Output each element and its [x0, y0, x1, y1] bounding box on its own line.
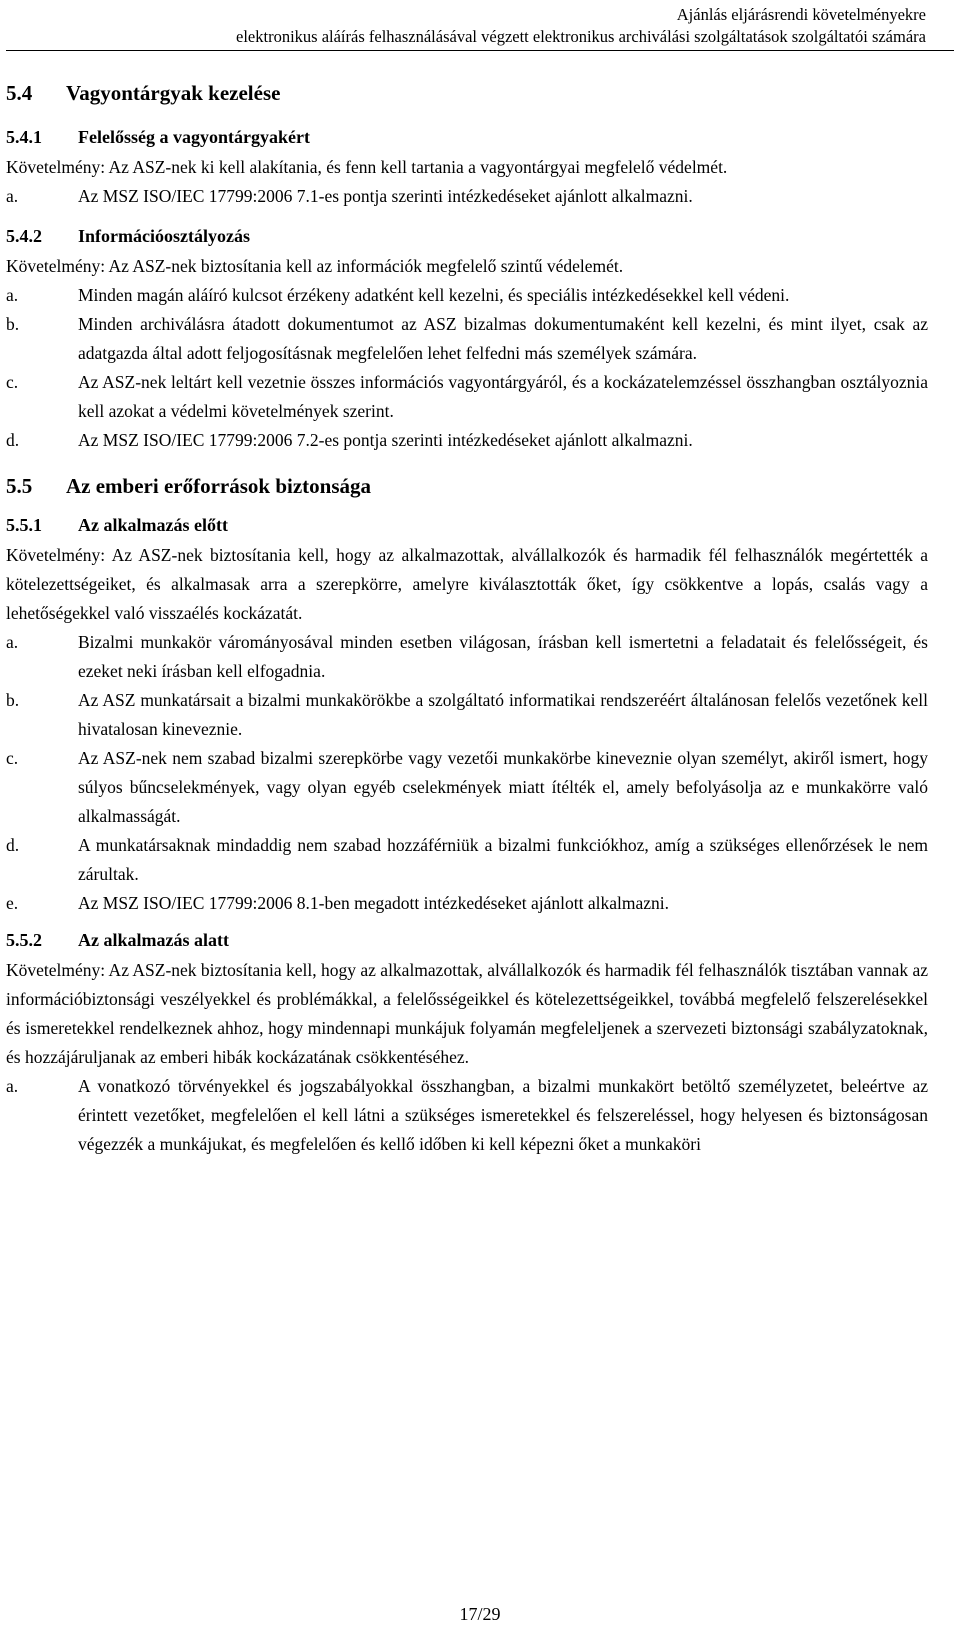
header-rule — [6, 50, 954, 51]
heading-text: Az alkalmazás előtt — [78, 515, 228, 535]
item-list-5-4-2 — [6, 281, 928, 455]
heading-number: 5.4 — [6, 81, 33, 105]
heading-5-5-1 — [6, 513, 928, 537]
list-item-text: Az ASZ munkatársait a bizalmi munkakörökbe a szolgáltató informatikai rendszeréért általánosan felelős vezetőnek kell hivatalosan kineveznie. — [78, 690, 928, 739]
heading-5-5 — [6, 473, 928, 499]
heading-5-4-2 — [6, 224, 928, 248]
list-item-text: Bizalmi munkakör várományosával minden esetben világosan, írásban kell ismertetni a feladatait és felelősségeit, és ezeket neki írásban kell elfogadnia. — [78, 632, 928, 681]
heading-5-5-2 — [6, 928, 928, 952]
heading-text: Felelősség a vagyontárgyakért — [78, 127, 310, 147]
document-body — [6, 76, 928, 1159]
list-item-text: Az ASZ-nek leltárt kell vezetnie összes információs vagyontárgyáról, és a kockázatelemzéssel összhangban osztályoznia kell azokat a védelmi követelmények szerint. — [78, 372, 928, 421]
header-line-2: elektronikus aláírás felhasználásával végzett elektronikus archiválási szolgáltatások szolgáltatói számára — [236, 27, 926, 46]
list-item — [6, 310, 928, 368]
list-item — [6, 831, 928, 889]
list-item-text: Az MSZ ISO/IEC 17799:2006 7.2-es pontja szerinti intézkedéseket ajánlott alkalmazni. — [78, 430, 693, 450]
heading-5-4-1 — [6, 125, 928, 149]
requirement-paragraph: Követelmény: Az ASZ-nek biztosítania kell, hogy az alkalmazottak, alvállalkozók és harmadik fél felhasználók megértették a kötelezettségeiket, és alkalmasak arra a szerepkörre, amelyre kiválasztották őket, így csökkentve a lopás, csalás vagy a lehetőségekkel való visszaélés kockázatát. — [6, 545, 928, 623]
list-item-text: A vonatkozó törvényekkel és jogszabályokkal összhangban, a bizalmi munkakört betöltő személyzetet, beleértve az érintett vezetőket, megfelelően el kell látni a szükséges ismeretekkel és felszereléssel, hogy helyesen és biztonságosan végezzék a munkájukat, és megfelelően és kellő időben ki kell képezni őket a munkaköri — [78, 1076, 928, 1154]
item-list-5-5-1 — [6, 628, 928, 918]
list-item-text: A munkatársaknak mindaddig nem szabad hozzáférniük a bizalmi funkciókhoz, amíg a szükséges ellenőrzések le nem zárultak. — [78, 835, 928, 884]
heading-number: 5.5 — [6, 474, 33, 498]
heading-number: 5.4.2 — [6, 226, 42, 246]
heading-number: 5.5.1 — [6, 515, 42, 535]
list-marker: c. — [6, 372, 19, 392]
header-line-1: Ajánlás eljárásrendi követelményekre — [676, 5, 926, 24]
list-marker: d. — [6, 430, 20, 450]
requirement-paragraph: Követelmény: Az ASZ-nek biztosítania kell az információk megfelelő szintű védelemét. — [6, 256, 624, 276]
item-list-5-4-1 — [6, 182, 928, 211]
list-item-text: Minden archiválásra átadott dokumentumot az ASZ bizalmas dokumentumaként kell kezelni, és mint ilyet, csak az adatgazda által adott feljogosításnak megfelelően lehet felfedni más személyek számára. — [78, 314, 928, 363]
heading-text: Az alkalmazás alatt — [78, 930, 229, 950]
list-item — [6, 686, 928, 744]
requirement-paragraph: Követelmény: Az ASZ-nek biztosítania kell, hogy az alkalmazottak, alvállalkozók és harmadik fél felhasználók tisztában vannak az információbiztonsági veszélyekkel és problémákkal, a felelősségeikkel és kötelezettségeikkel, továbbá megfelelő felszerelésekkel és ismeretekkel rendelkeznek ahhoz, hogy mindennapi munkájuk folyamán megfeleljenek a szervezeti biztonsági szabályzatoknak, és hozzájáruljanak az emberi hibák kockázatának csökkentéséhez. — [6, 960, 928, 1067]
heading-text: Az emberi erőforrások biztonsága — [66, 474, 372, 498]
list-item-text: Az MSZ ISO/IEC 17799:2006 7.1-es pontja szerinti intézkedéseket ajánlott alkalmazni. — [78, 186, 693, 206]
list-item — [6, 1072, 928, 1159]
list-item — [6, 889, 928, 918]
list-item — [6, 426, 928, 455]
list-item-text: Az ASZ-nek nem szabad bizalmi szerepkörbe vagy vezetői munkakörbe kineveznie olyan személyt, akiről ismert, hogy súlyos bűncselekmények, vagy olyan egyéb cselekmények miatt ítélték el, amely befolyásolja az e munkakörre való alkalmasságát. — [78, 748, 928, 826]
running-header — [236, 4, 926, 48]
list-marker: e. — [6, 893, 19, 913]
list-item — [6, 368, 928, 426]
heading-5-4 — [6, 80, 928, 106]
list-marker: a. — [6, 632, 19, 652]
list-marker: d. — [6, 835, 20, 855]
list-item — [6, 281, 928, 310]
heading-text: Vagyontárgyak kezelése — [66, 81, 281, 105]
item-list-5-5-2 — [6, 1072, 928, 1159]
list-item — [6, 744, 928, 831]
list-item-text: Az MSZ ISO/IEC 17799:2006 8.1-ben megadott intézkedéseket ajánlott alkalmazni. — [78, 893, 669, 913]
list-marker: c. — [6, 748, 19, 768]
list-item — [6, 182, 928, 211]
list-item-text: Minden magán aláíró kulcsot érzékeny adatként kell kezelni, és speciális intézkedésekkel kell védeni. — [78, 285, 790, 305]
list-marker: b. — [6, 314, 20, 334]
heading-number: 5.4.1 — [6, 127, 42, 147]
page-number: 17/29 — [459, 1604, 501, 1624]
heading-number: 5.5.2 — [6, 930, 42, 950]
list-item — [6, 628, 928, 686]
list-marker: a. — [6, 285, 19, 305]
list-marker: b. — [6, 690, 20, 710]
list-marker: a. — [6, 186, 19, 206]
requirement-paragraph: Követelmény: Az ASZ-nek ki kell alakítania, és fenn kell tartania a vagyontárgyai megfelelő védelmét. — [6, 157, 728, 177]
list-marker: a. — [6, 1076, 19, 1096]
heading-text: Információosztályozás — [78, 226, 250, 246]
